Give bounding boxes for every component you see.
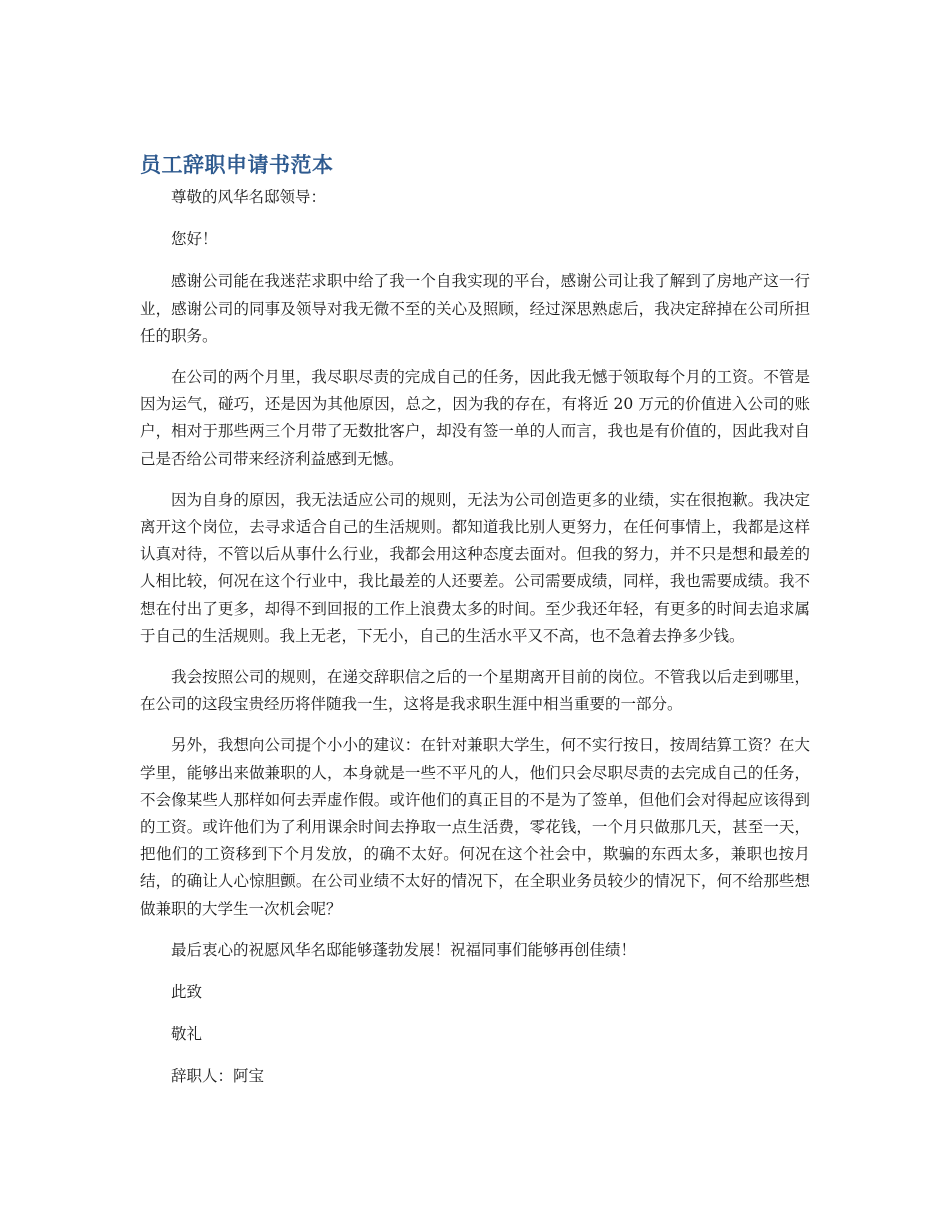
closing-regards-1: 此致 <box>171 983 203 1002</box>
body-paragraph-3: 因为自身的原因，我无法适应公司的规则，无法为公司创造更多的业绩，实在很抱歉。我决定离开这个岗位，去寻求适合自己的生活规则。都知道我比别人更努力，在任何事情上，我都是这样认真对待，不管以后从事什么行业，我都会用这种态度去面对。但我的努力，并不只是想和最差的人相比较，何况在这个行业中，我比最差的人还要差。公司需要成绩，同样，我也需要成绩。我不想在付出了更多，却得不到回报的工作上浪费太多的时间。至少我还年轻，有更多的时间去追求属于自己的生活规则。我上无老，下无小，自己的生活水平又不高，也不急着去挣多少钱。 <box>140 490 810 645</box>
document-page <box>140 150 810 1106</box>
body-paragraph-5: 另外，我想向公司提个小小的建议：在针对兼职大学生，何不实行按日，按周结算工资？在大学里，能够出来做兼职的人，本身就是一些不平凡的人，他们只会尽职尽责的去完成自己的任务，不会像某些人那样如何去弄虚作假。或许他们的真正目的不是为了签单，但他们会对得起应该得到的工资。或许他们为了利用课余时间去挣取一点生活费，零花钱，一个月只做那几天，甚至一天，把他们的工资移到下个月发放，的确不太好。何况在这个社会中，欺骗的东西太多，兼职也按月结，的确让人心惊胆颤。在公司业绩不太好的情况下，在全职业务员较少的情况下，何不给那些想做兼职的大学生一次机会呢？ <box>140 736 810 918</box>
document-title: 员工辞职申请书范本 <box>140 153 334 177</box>
salutation: 尊敬的风华名邸领导： <box>171 188 327 206</box>
closing-regards-2: 敬礼 <box>171 1025 203 1044</box>
greeting: 您好！ <box>171 230 218 249</box>
body-paragraph-4: 我会按照公司的规则，在递交辞职信之后的一个星期离开目前的岗位。不管我以后走到哪里，在公司的这段宝贵经历将伴随我一生，这将是我求职生涯中相当重要的一部分。 <box>140 668 810 714</box>
closing-wish: 最后衷心的祝愿风华名邸能够蓬勃发展！祝福同事们能够再创佳绩！ <box>171 940 637 959</box>
signature: 辞职人：阿宝 <box>171 1067 265 1086</box>
body-paragraph-2: 在公司的两个月里，我尽职尽责的完成自己的任务，因此我无憾于领取每个月的工资。不管是因为运气，碰巧，还是因为其他原因，总之，因为我的存在，有将近 20 万元的价值进入公司的账户，相对于那些两三个月带了无数批客户，却没有签一单的人而言，我也是有价值的，因此我对自己是否给公司带来经济利益感到无憾。 <box>140 368 810 468</box>
body-paragraph-1: 感谢公司能在我迷茫求职中给了我一个自我实现的平台，感谢公司让我了解到了房地产这一行业，感谢公司的同事及领导对我无微不至的关心及照顾，经过深思熟虑后，我决定辞掉在公司所担任的职务。 <box>140 272 810 345</box>
